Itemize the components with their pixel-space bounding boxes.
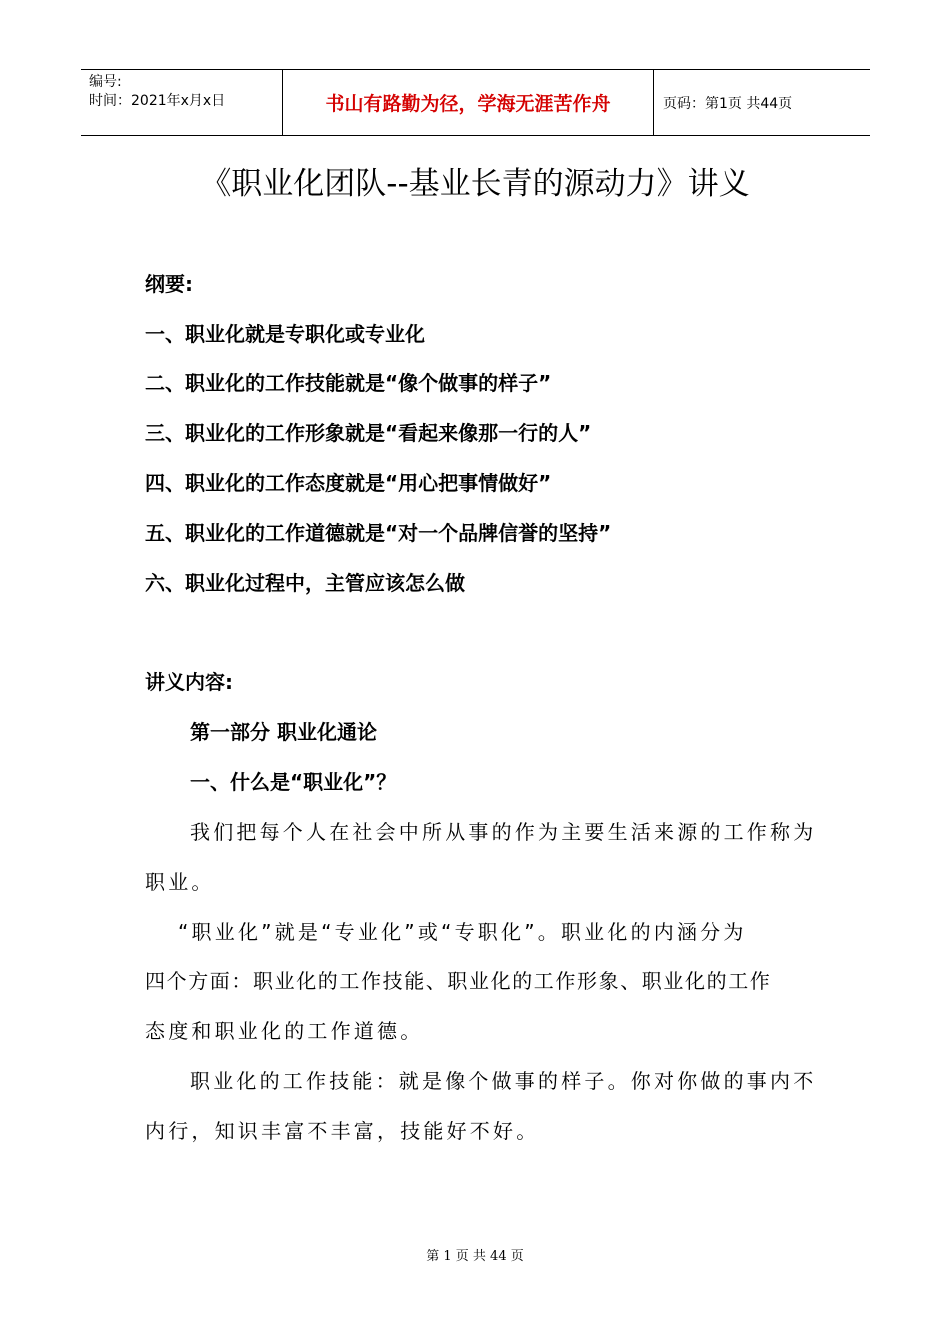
paragraph-line: 我们把每个人在社会中所从事的作为主要生活来源的工作称为 xyxy=(190,820,817,844)
paragraph-line: 内行，知识丰富不丰富，技能好不好。 xyxy=(145,1119,540,1143)
paragraph-line: 职业。 xyxy=(145,870,215,894)
outline-item: 五、职业化的工作道德就是“对一个品牌信誉的坚持” xyxy=(145,521,612,545)
section-title: 一、什么是“职业化”？ xyxy=(190,770,397,794)
outline-item: 一、职业化就是专职化或专业化 xyxy=(145,322,425,346)
outline-item: 二、职业化的工作技能就是“像个做事的样子” xyxy=(145,371,552,395)
content-heading: 讲义内容: xyxy=(145,670,233,694)
outline-heading: 纲要: xyxy=(145,272,193,296)
page-footer: 第 1 页 共 44 页 xyxy=(426,1249,524,1264)
outline-item: 六、职业化过程中，主管应该怎么做 xyxy=(145,571,465,595)
number-label: 编号: xyxy=(89,74,122,90)
outline-item: 四、职业化的工作态度就是“用心把事情做好” xyxy=(145,471,552,495)
paragraph-line: 职业化的工作技能：就是像个做事的样子。你对你做的事内不 xyxy=(190,1069,817,1093)
header-meta xyxy=(81,70,282,135)
time-label: 时间：2021年x月x日 xyxy=(89,93,226,109)
header-table xyxy=(81,69,870,136)
paragraph-line: “职业化”就是“专业化”或“专职化”。职业化的内涵分为 xyxy=(178,920,747,944)
header-page-info: 页码：第1页 共44页 xyxy=(663,95,793,112)
header-motto: 书山有路勤为径，学海无涯苦作舟 xyxy=(282,70,654,135)
part-title: 第一部分 职业化通论 xyxy=(190,720,377,744)
document-title: 《职业化团队--基业长青的源动力》讲义 xyxy=(200,166,750,202)
outline-item: 三、职业化的工作形象就是“看起来像那一行的人” xyxy=(145,421,592,445)
paragraph-line: 四个方面：职业化的工作技能、职业化的工作形象、职业化的工作 xyxy=(145,969,772,993)
paragraph-line: 态度和职业化的工作道德。 xyxy=(145,1019,424,1043)
